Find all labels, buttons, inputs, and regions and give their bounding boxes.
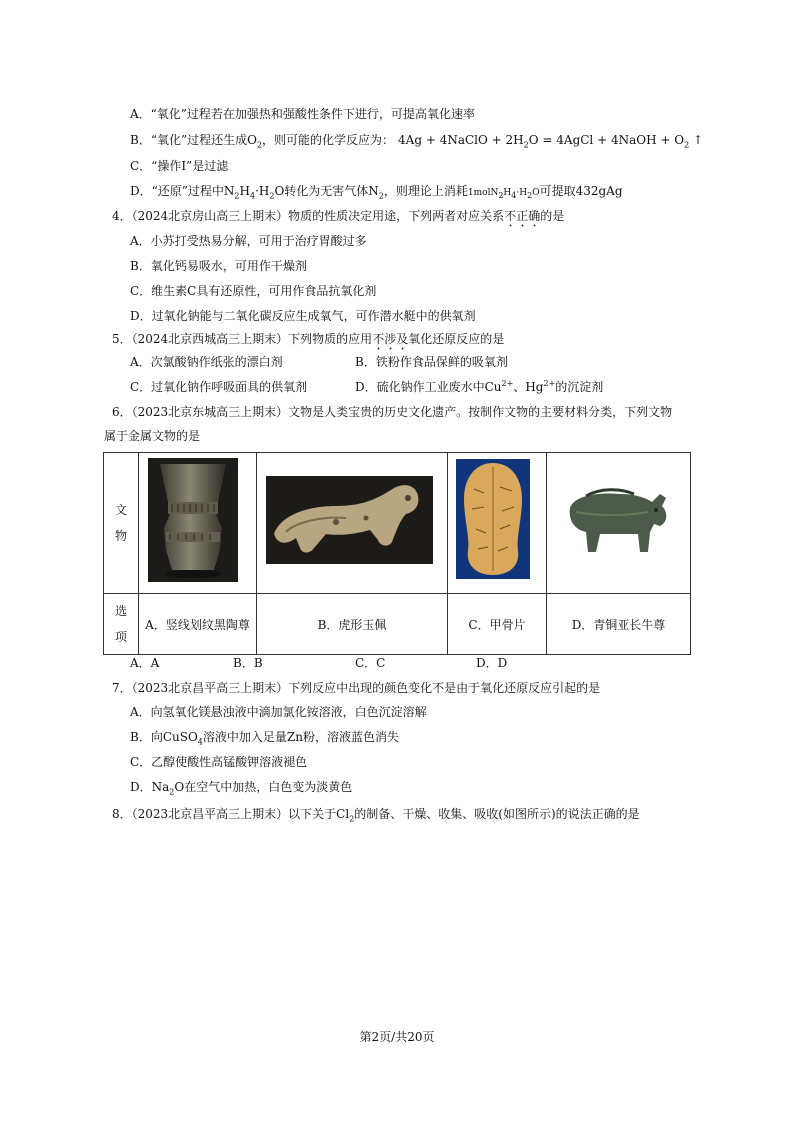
q4-option-b: B．氧化钙易吸水，可用作干燥剂 [130, 259, 307, 273]
q6-answer-b: B．B [233, 656, 263, 670]
q4-stem: 4．（2024北京房山高三上期末）物质的性质决定用途，下列两者对应关系不正确的是 [112, 209, 565, 223]
q3-option-d: D．“还原”过程中$N_2H_4\cdot H_2O$转化为无害气体$N_2$，则理论上消耗$1molN_2H_4\cdot H_2O$可提取432gAg [130, 184, 623, 201]
q6-answer-c: C．C [355, 656, 386, 670]
q3-option-b: B．“氧化”过程还生成$O_2$，则可能的化学反应为： 4Ag + 4NaClO + $2H_2O$ = 4AgCl + 4NaOH + $O_2$ ↑ [130, 133, 704, 150]
relic-option-d: D．青铜亚长牛尊 [547, 594, 691, 655]
q7-stem: 7．（2023北京昌平高三上期末）下列反应中出现的颜色变化不是由于氧化还原反应引起的是 [112, 681, 601, 695]
q5-option-b: B．铁粉作食品保鲜的吸氧剂 [355, 355, 508, 369]
relic-option-c: C．甲骨片 [448, 594, 547, 655]
q5-stem: 5．（2024北京西城高三上期末）下列物质的应用不涉及氧化还原反应的是 [112, 332, 505, 346]
q6-answer-d: D．D [476, 656, 508, 670]
oracle-bone-image [456, 459, 530, 579]
q7-option-c: C．乙醇使酸性高锰酸钾溶液褪色 [130, 755, 308, 769]
q5-option-c: C．过氧化钠作呼吸面具的供氧剂 [130, 380, 308, 394]
bronze-ox-zun-image [556, 472, 675, 564]
q5-option-a: A．次氯酸钠作纸张的漂白剂 [130, 355, 283, 369]
q6-stem-line2: 属于金属文物的是 [104, 429, 201, 443]
q3-option-c: C．“操作I”是过滤 [130, 159, 229, 173]
row-label-option: 选 项 [104, 594, 139, 655]
q6-stem-line1: 6．（2023北京东城高三上期末）文物是人类宝贵的历史文化遗产。按制作文物的主要材料分类，下列文物 [112, 405, 673, 419]
relic-option-row [104, 594, 691, 655]
relic-option-b: B．虎形玉佩 [257, 594, 448, 655]
q7-option-a: A．向氢氧化镁悬浊液中滴加氯化铵溶液，白色沉淀溶解 [130, 705, 427, 719]
tiger-jade-pendant-image [266, 476, 433, 564]
q4-option-d: D．过氧化钠能与二氧化碳反应生成氧气，可作潜水艇中的供氧剂 [130, 309, 476, 323]
q7-option-b: B．向CuSO$_4$溶液中加入足量Zn粉，溶液蓝色消失 [130, 730, 399, 747]
q5-option-d: D．硫化钠作工业废水中$Cu^{2+}$、$Hg^{2+}$的沉淀剂 [355, 379, 604, 394]
q7-option-d: D．$Na_2O$在空气中加热，白色变为淡黄色 [130, 780, 353, 797]
row-label-relic: 文 物 [104, 453, 139, 594]
q4-option-c: C．维生素C具有还原性，可用作食品抗氧化剂 [130, 284, 377, 298]
q6-answer-a: A．A [130, 656, 160, 670]
pottery-zun-image [148, 458, 238, 582]
q4-option-a: A．小苏打受热易分解，可用于治疗胃酸过多 [130, 234, 367, 248]
page-footer: 第2页/共20页 [359, 1030, 435, 1044]
relic-option-a: A．竖线划纹黑陶尊 [139, 594, 257, 655]
q8-stem: 8．（2023北京昌平高三上期末）以下关于$Cl_2$的制备、干燥、收集、吸收(如图所示)的说法正确的是 [112, 807, 640, 824]
q3-option-a: A．“氧化”过程若在加强热和强酸性条件下进行，可提高氧化速率 [130, 107, 475, 121]
